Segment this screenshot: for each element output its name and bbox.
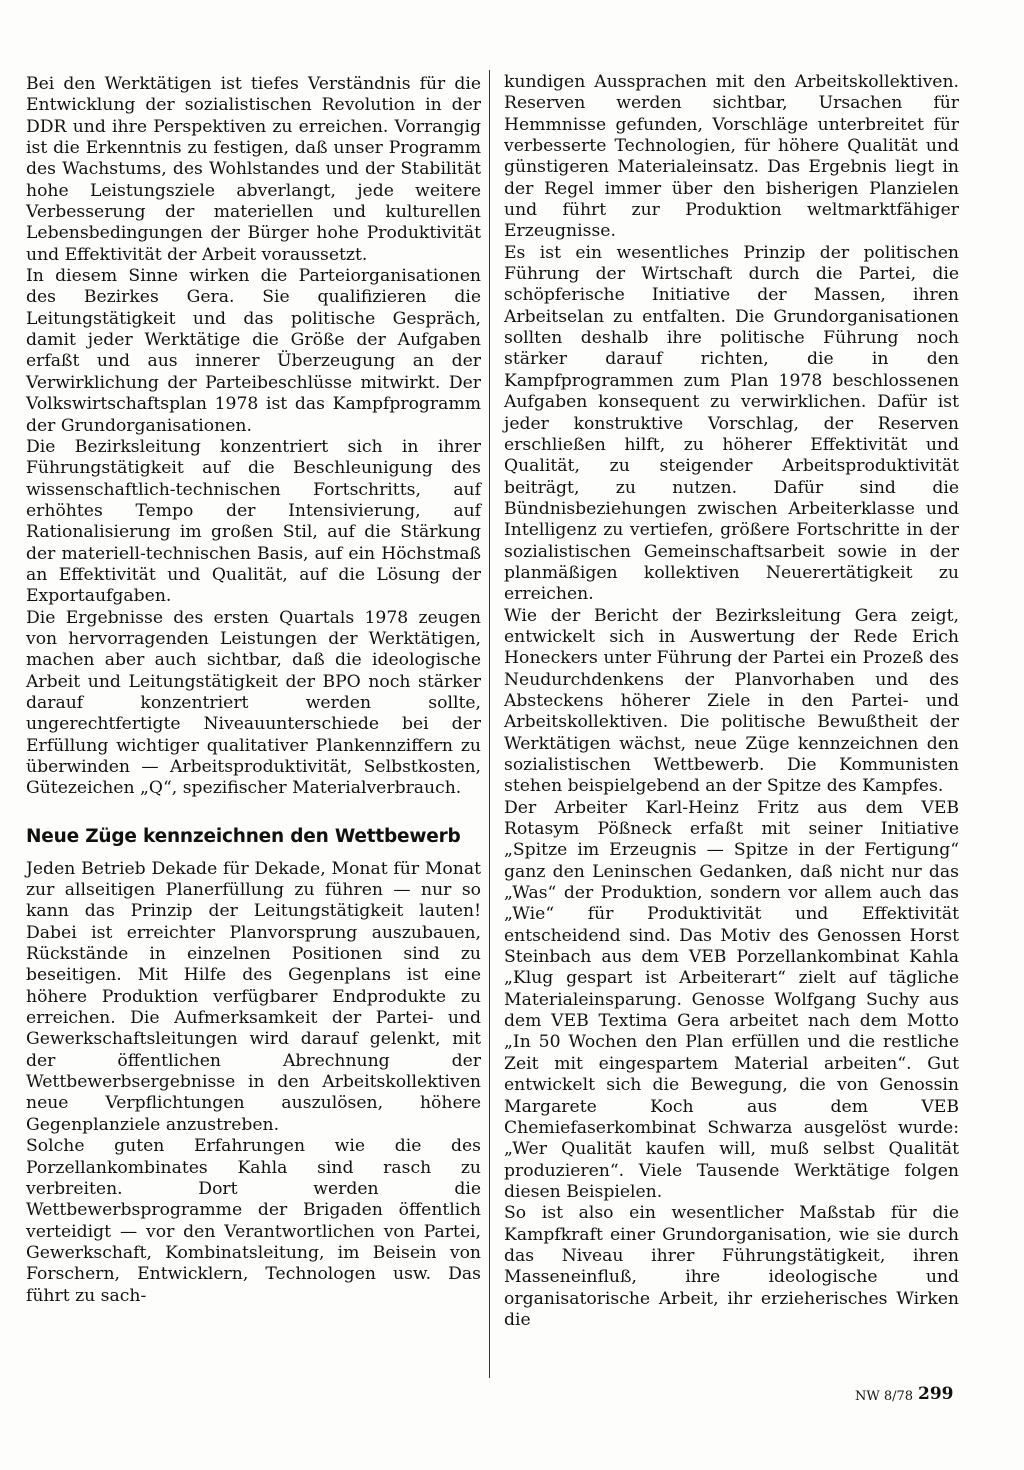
issue-label: NW 8/78 [855,1389,914,1404]
body-paragraph: Die Bezirksleitung konzentriert sich in ihrer Führungstätigkeit auf die Beschleunigung des wissenschaftlich-technischen Fortschritts, auf erhöhtes Tempo der Intensivierung, auf Rationalisierung im großen Stil, auf die Stärkung der materiell-technischen Basis, auf ein Höchstmaß an Effektivität und Qualität, auf die Lösung der Exportaufgaben. [26,436,481,607]
body-paragraph: Wie der Bericht der Bezirksleitung Gera zeigt, entwickelt sich in Auswertung der Rede Erich Honeckers unter Führung der Partei ein Prozeß des Neudurchdenkens der Planvorhaben und des Absteckens höherer Ziele in den Partei- und Arbeitskollektiven. Die politische Bewußtheit der Werktätigen wächst, neue Züge kennzeichnen den sozialistischen Wettbewerb. Die Kommunisten stehen beispielgebend an der Spitze des Kampfes. [504,605,959,797]
body-paragraph: Bei den Werktätigen ist tiefes Verständnis für die Entwicklung der sozialistischen Revolution in der DDR und ihre Perspektiven zu erreichen. Vorrangig ist die Erkenntnis zu festigen, daß unser Programm des Wachstums, des Wohlstandes und der Stabilität hohe Leistungsziele abverlangt, jede weitere Verbesserung der materiellen und kulturellen Lebensbedingungen der Bürger hohe Produktivität und Effektivität der Arbeit voraussetzt. [26,74,481,265]
section-heading: Neue Züge kennzeichnen den Wettbewerb [26,825,461,847]
body-paragraph: Der Arbeiter Karl-Heinz Fritz aus dem VEB Rotasym Pößneck erfaßt mit seiner Initiative „Spitze im Erzeugnis — Spitze in der Fertigung“ ganz den Leninschen Gedanken, daß nicht nur das „Was“ der Produktion, sondern vor allem auch das „Wie“ für Produktivität und Effektivität entscheidend sind. Das Motiv des Genossen Horst Steinbach aus dem VEB Porzellankombinat Kahla „Klug gespart ist Arbeiterart“ zielt auf tägliche Materialeinsparung. Genosse Wolfgang Suchy aus dem VEB Textima Gera arbeitet nach dem Motto „In 50 Wochen den Plan erfüllen und die restliche Zeit mit eingespartem Material arbeiten“. Gut entwickelt sich die Bewegung, die von Genossin Margarete Koch aus dem VEB Chemiefaserkombinat Schwarza ausgelöst wurde: „Wer Qualität kaufen will, muß selbst Qualität produzieren“. Viele Tausende Werktätige folgen diesen Beispielen. [504,797,959,1202]
body-paragraph: kundigen Aussprachen mit den Arbeitskollektiven. Reserven werden sichtbar, Ursachen für Hemmnisse gefunden, Vorschläge unterbreitet für verbesserte Technologien, für höhere Qualität und günstigeren Materialeinsatz. Das Ergebnis liegt in der Regel immer über den bisherigen Planzielen und führt zur Produktion weltmarktfähiger Erzeugnisse. [504,72,959,242]
body-paragraph: So ist also ein wesentlicher Maßstab für die Kampfkraft einer Grundorganisation, wie sie durch das Niveau ihrer Führungstätigkeit, ihren Masseneinfluß, ihre ideologische und organisatorische Arbeit, ihr erzieherisches Wirken die [504,1203,959,1330]
body-paragraph: Die Ergebnisse des ersten Quartals 1978 zeugen von hervorragenden Leistungen der Werktätigen, machen aber auch sichtbar, daß die ideologische Arbeit und Leitungstätigkeit der BPO noch stärker darauf konzentriert werden sollte, ungerechtfertigte Niveauunterschiede bei der Erfüllung wichtiger qualitativer Plankennziffern zu überwinden — Arbeitsproduktivität, Selbstkosten, Gütezeichen „Q“, spezifischer Materialverbrauch. [26,607,481,799]
body-paragraph: In diesem Sinne wirken die Parteiorganisationen des Bezirkes Gera. Sie qualifizieren die Leitungstätigkeit und das politische Gespräch, damit jeder Werktätige die Größe der Aufgaben erfaßt und aus innerer Überzeugung an der Verwirklichung der Parteibeschlüsse mitwirkt. Der Volkswirtschaftsplan 1978 ist das Kampfprogramm der Grundorganisationen. [26,266,481,436]
body-paragraph: Es ist ein wesentliches Prinzip der politischen Führung der Wirtschaft durch die Partei, die schöpferische Initiative der Massen, ihren Arbeitselan zu entfalten. Die Grundorganisationen sollten deshalb ihre politische Führung noch stärker darauf richten, die in den Kampfprogrammen zum Plan 1978 beschlossenen Aufgaben konsequent zu verwirklichen. Dafür ist jeder konstruktive Vorschlag, der Reserven erschließen hilft, zu höherer Effektivität und Qualität, zu steigender Arbeitsproduktivität beiträgt, zu nutzen. Dafür sind die Bündnisbeziehungen zwischen Arbeiterklasse und Intelligenz zu vertiefen, größere Fortschritte in der sozialistischen Gemeinschaftsarbeit sowie in der planmäßigen kollektiven Neuerertätigkeit zu erreichen. [504,242,959,605]
left-column [26,74,481,1307]
column-divider [489,70,490,1378]
right-column [504,72,959,1331]
body-paragraph: Solche guten Erfahrungen wie die des Porzellankombinates Kahla sind rasch zu verbreiten. Dort werden die Wettbewerbsprogramme der Brigaden öffentlich verteidigt — vor den Verantwortlichen von Partei, Gewerkschaft, Kombinatsleitung, im Beisein von Forschern, Entwicklern, Technologen usw. Das führt zu sach- [26,1136,481,1306]
page-number: 299 [918,1384,954,1404]
body-paragraph: Jeden Betrieb Dekade für Dekade, Monat für Monat zur allseitigen Planerfüllung zu führen — nur so kann das Prinzip der Leitungstätigkeit lauten! Dabei ist erreichter Planvorsprung auszubauen, Rückstände in einzelnen Positionen sind zu beseitigen. Mit Hilfe des Gegenplans ist eine höhere Produktion verfügbarer Endprodukte zu erreichen. Die Aufmerksamkeit der Partei- und Gewerkschaftsleitungen wird darauf gelenkt, mit der öffentlichen Abrechnung der Wettbewerbsergebnisse in den Arbeitskollektiven neue Verpflichtungen auszulösen, höhere Gegenplanziele anzustreben. [26,858,481,1135]
